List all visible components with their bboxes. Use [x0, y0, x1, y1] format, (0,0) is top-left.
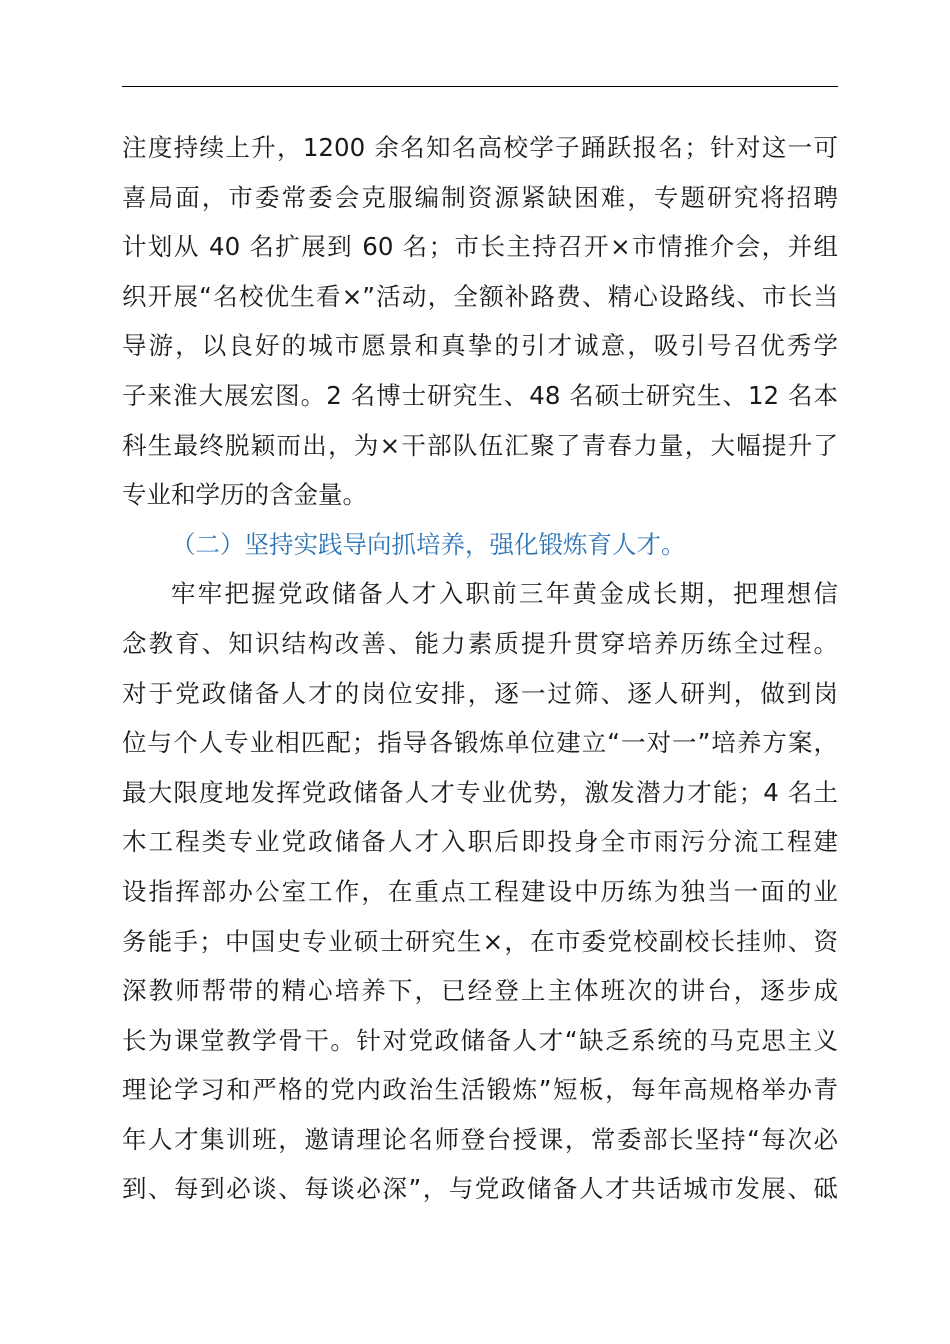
text-line: 设指挥部办公室工作，在重点工程建设中历练为独当一面的业	[122, 876, 838, 906]
text-line: 喜局面，市委常委会克服编制资源紧缺困难，专题研究将招聘	[122, 182, 838, 212]
text-line: 位与个人专业相匹配；指导各锻炼单位建立“一对一”培养方案，	[122, 728, 838, 758]
text-line: 导游，以良好的城市愿景和真挚的引才诚意，吸引号召优秀学	[122, 331, 838, 361]
document-body	[122, 123, 838, 1214]
text-line: 到、每到必谈、每谈必深”，与党政储备人才共话城市发展、砥	[122, 1174, 838, 1204]
text-line: 最大限度地发挥党政储备人才专业优势，激发潜力才能；4 名土	[122, 777, 838, 807]
text-line: 年人才集训班，邀请理论名师登台授课，常委部长坚持“每次必	[122, 1124, 838, 1154]
text-line: 木工程类专业党政储备人才入职后即投身全市雨污分流工程建	[122, 827, 838, 857]
text-line: 子来淮大展宏图。2 名博士研究生、48 名硕士研究生、12 名本	[122, 380, 838, 410]
text-line: 长为课堂教学骨干。针对党政储备人才“缺乏系统的马克思主义	[122, 1025, 838, 1055]
text-line: 科生最终脱颖而出，为×干部队伍汇聚了青春力量，大幅提升了	[122, 430, 838, 460]
text-line: 牢牢把握党政储备人才入职前三年黄金成长期，把理想信	[171, 579, 838, 609]
text-line: 注度持续上升，1200 余名知名高校学子踊跃报名；针对这一可	[122, 133, 838, 162]
text-line: 专业和学历的含金量。	[122, 480, 367, 510]
text-line: 对于党政储备人才的岗位安排，逐一过筛、逐人研判，做到岗	[122, 678, 838, 708]
text-line: 念教育、知识结构改善、能力素质提升贯穿培养历练全过程。	[122, 628, 838, 658]
text-line: 计划从 40 名扩展到 60 名；市长主持召开×市情推介会，并组	[122, 232, 838, 262]
text-line: 织开展“名校优生看×”活动，全额补路费、精心设路线、市长当	[122, 281, 838, 311]
text-line: 理论学习和严格的党内政治生活锻炼”短板，每年高规格举办青	[122, 1075, 838, 1105]
text-line: 深教师帮带的精心培养下，已经登上主体班次的讲台，逐步成	[122, 976, 838, 1006]
section-heading: （二）坚持实践导向抓培养，强化锻炼育人才。	[171, 529, 686, 559]
header-rule	[122, 86, 838, 87]
text-line: 务能手；中国史专业硕士研究生×，在市委党校副校长挂帅、资	[122, 926, 838, 956]
